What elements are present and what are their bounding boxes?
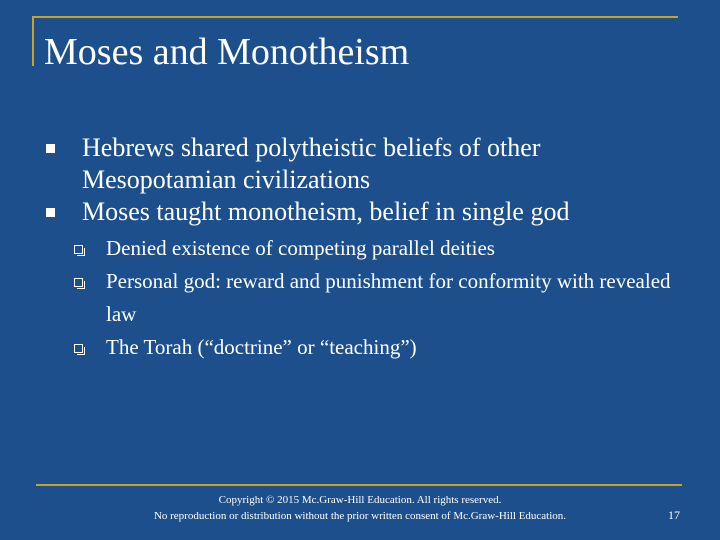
copyright-line: Copyright © 2015 Mc.Graw-Hill Education. All rights reserved. xyxy=(218,494,502,506)
copyright-footer xyxy=(120,492,600,524)
bullet-list xyxy=(42,132,682,364)
bullet-text: Hebrews shared polytheistic beliefs of other Mesopotamian civilizations xyxy=(82,133,541,194)
sub-bullet-text: Personal god: reward and punishment for conformity with revealed law xyxy=(106,269,671,326)
reproduction-notice: No reproduction or distribution without the prior written consent of Mc.Graw-Hill Education. xyxy=(153,510,567,522)
gold-frame-left-line xyxy=(32,16,34,66)
gold-frame-top-line xyxy=(32,16,678,18)
sub-bullet-item xyxy=(42,265,682,331)
bullet-item xyxy=(42,196,682,228)
hollow-square-bullet-icon xyxy=(74,278,83,287)
square-bullet-icon xyxy=(46,144,55,153)
sub-bullet-list xyxy=(42,232,682,364)
slide-title: Moses and Monotheism xyxy=(44,31,410,73)
bullet-item xyxy=(42,132,682,196)
sub-bullet-text: Denied existence of competing parallel deities xyxy=(106,236,495,260)
hollow-square-bullet-icon xyxy=(74,344,83,353)
gold-footer-line xyxy=(36,484,682,486)
square-bullet-icon xyxy=(46,208,55,217)
sub-bullet-text: The Torah (“doctrine” or “teaching”) xyxy=(106,335,417,359)
bullet-text: Moses taught monotheism, belief in single god xyxy=(82,197,570,226)
sub-bullet-item xyxy=(42,232,682,265)
page-number: 17 xyxy=(668,508,680,522)
hollow-square-bullet-icon xyxy=(74,245,83,254)
sub-bullet-item xyxy=(42,331,682,364)
